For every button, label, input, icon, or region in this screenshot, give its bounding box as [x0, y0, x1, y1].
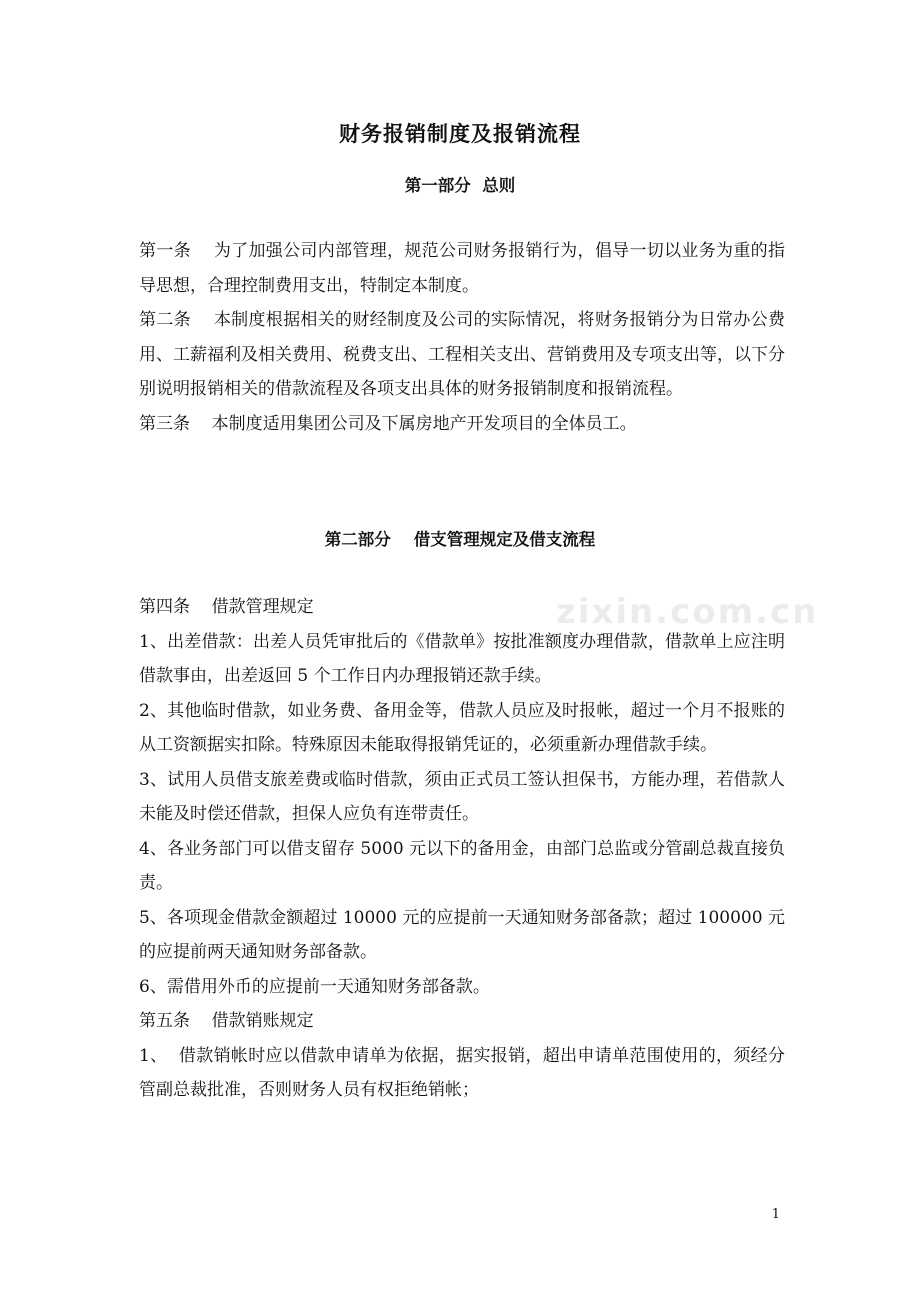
article-1: 第一条 为了加强公司内部管理，规范公司财务报销行为，倡导一切以业务为重的指导思想，合理控制费用支出，特制定本制度。 [139, 241, 785, 296]
list-item: 2、其他临时借款，如业务费、备用金等，借款人员应及时报帐，超过一个月不报账的从工资额据实扣除。特殊原因未能取得报销凭证的，必须重新办理借款手续。 [139, 700, 785, 755]
article-4-heading: 第四条 借款管理规定 [139, 597, 314, 617]
list-item: 1、 借款销帐时应以借款申请单为依据，据实报销，超出申请单范围使用的，须经分管副总裁批准，否则财务人员有权拒绝销帐； [139, 1045, 785, 1100]
document-title: 财务报销制度及报销流程 [339, 121, 581, 146]
article-3: 第三条 本制度适用集团公司及下属房地产开发项目的全体员工。 [139, 413, 637, 434]
part2-body [139, 590, 785, 1108]
part2-heading: 第二部分 借支管理规定及借支流程 [324, 530, 596, 549]
article-2: 第二条 本制度根据相关的财经制度及公司的实际情况，将财务报销分为日常办公费用、工薪福利及相关费用、税费支出、工程相关支出、营销费用及专项支出等，以下分别说明报销相关的借款流程及各项支出具体的财务报销制度和报销流程。 [139, 310, 785, 399]
page-number: 1 [771, 1207, 780, 1222]
list-item: 5、各项现金借款金额超过 10000 元的应提前一天通知财务部备款；超过 100000 元的应提前两天通知财务部备款。 [139, 907, 785, 962]
list-item: 3、试用人员借支旅差费或临时借款，须由正式员工签认担保书，方能办理，若借款人未能及时偿还借款，担保人应负有连带责任。 [139, 769, 785, 824]
part1-heading: 第一部分 总则 [404, 176, 516, 195]
list-item: 1、出差借款：出差人员凭审批后的《借款单》按批准额度办理借款，借款单上应注明借款事由，出差返回 5 个工作日内办理报销还款手续。 [139, 631, 785, 686]
list-item: 6、需借用外币的应提前一天通知财务部备款。 [139, 976, 490, 997]
watermark: zixin.com.cn [556, 592, 819, 632]
part1-body [139, 234, 785, 441]
list-item: 4、各业务部门可以借支留存 5000 元以下的备用金，由部门总监或分管副总裁直接负责。 [139, 838, 785, 893]
article-5-heading: 第五条 借款销账规定 [139, 1011, 314, 1031]
